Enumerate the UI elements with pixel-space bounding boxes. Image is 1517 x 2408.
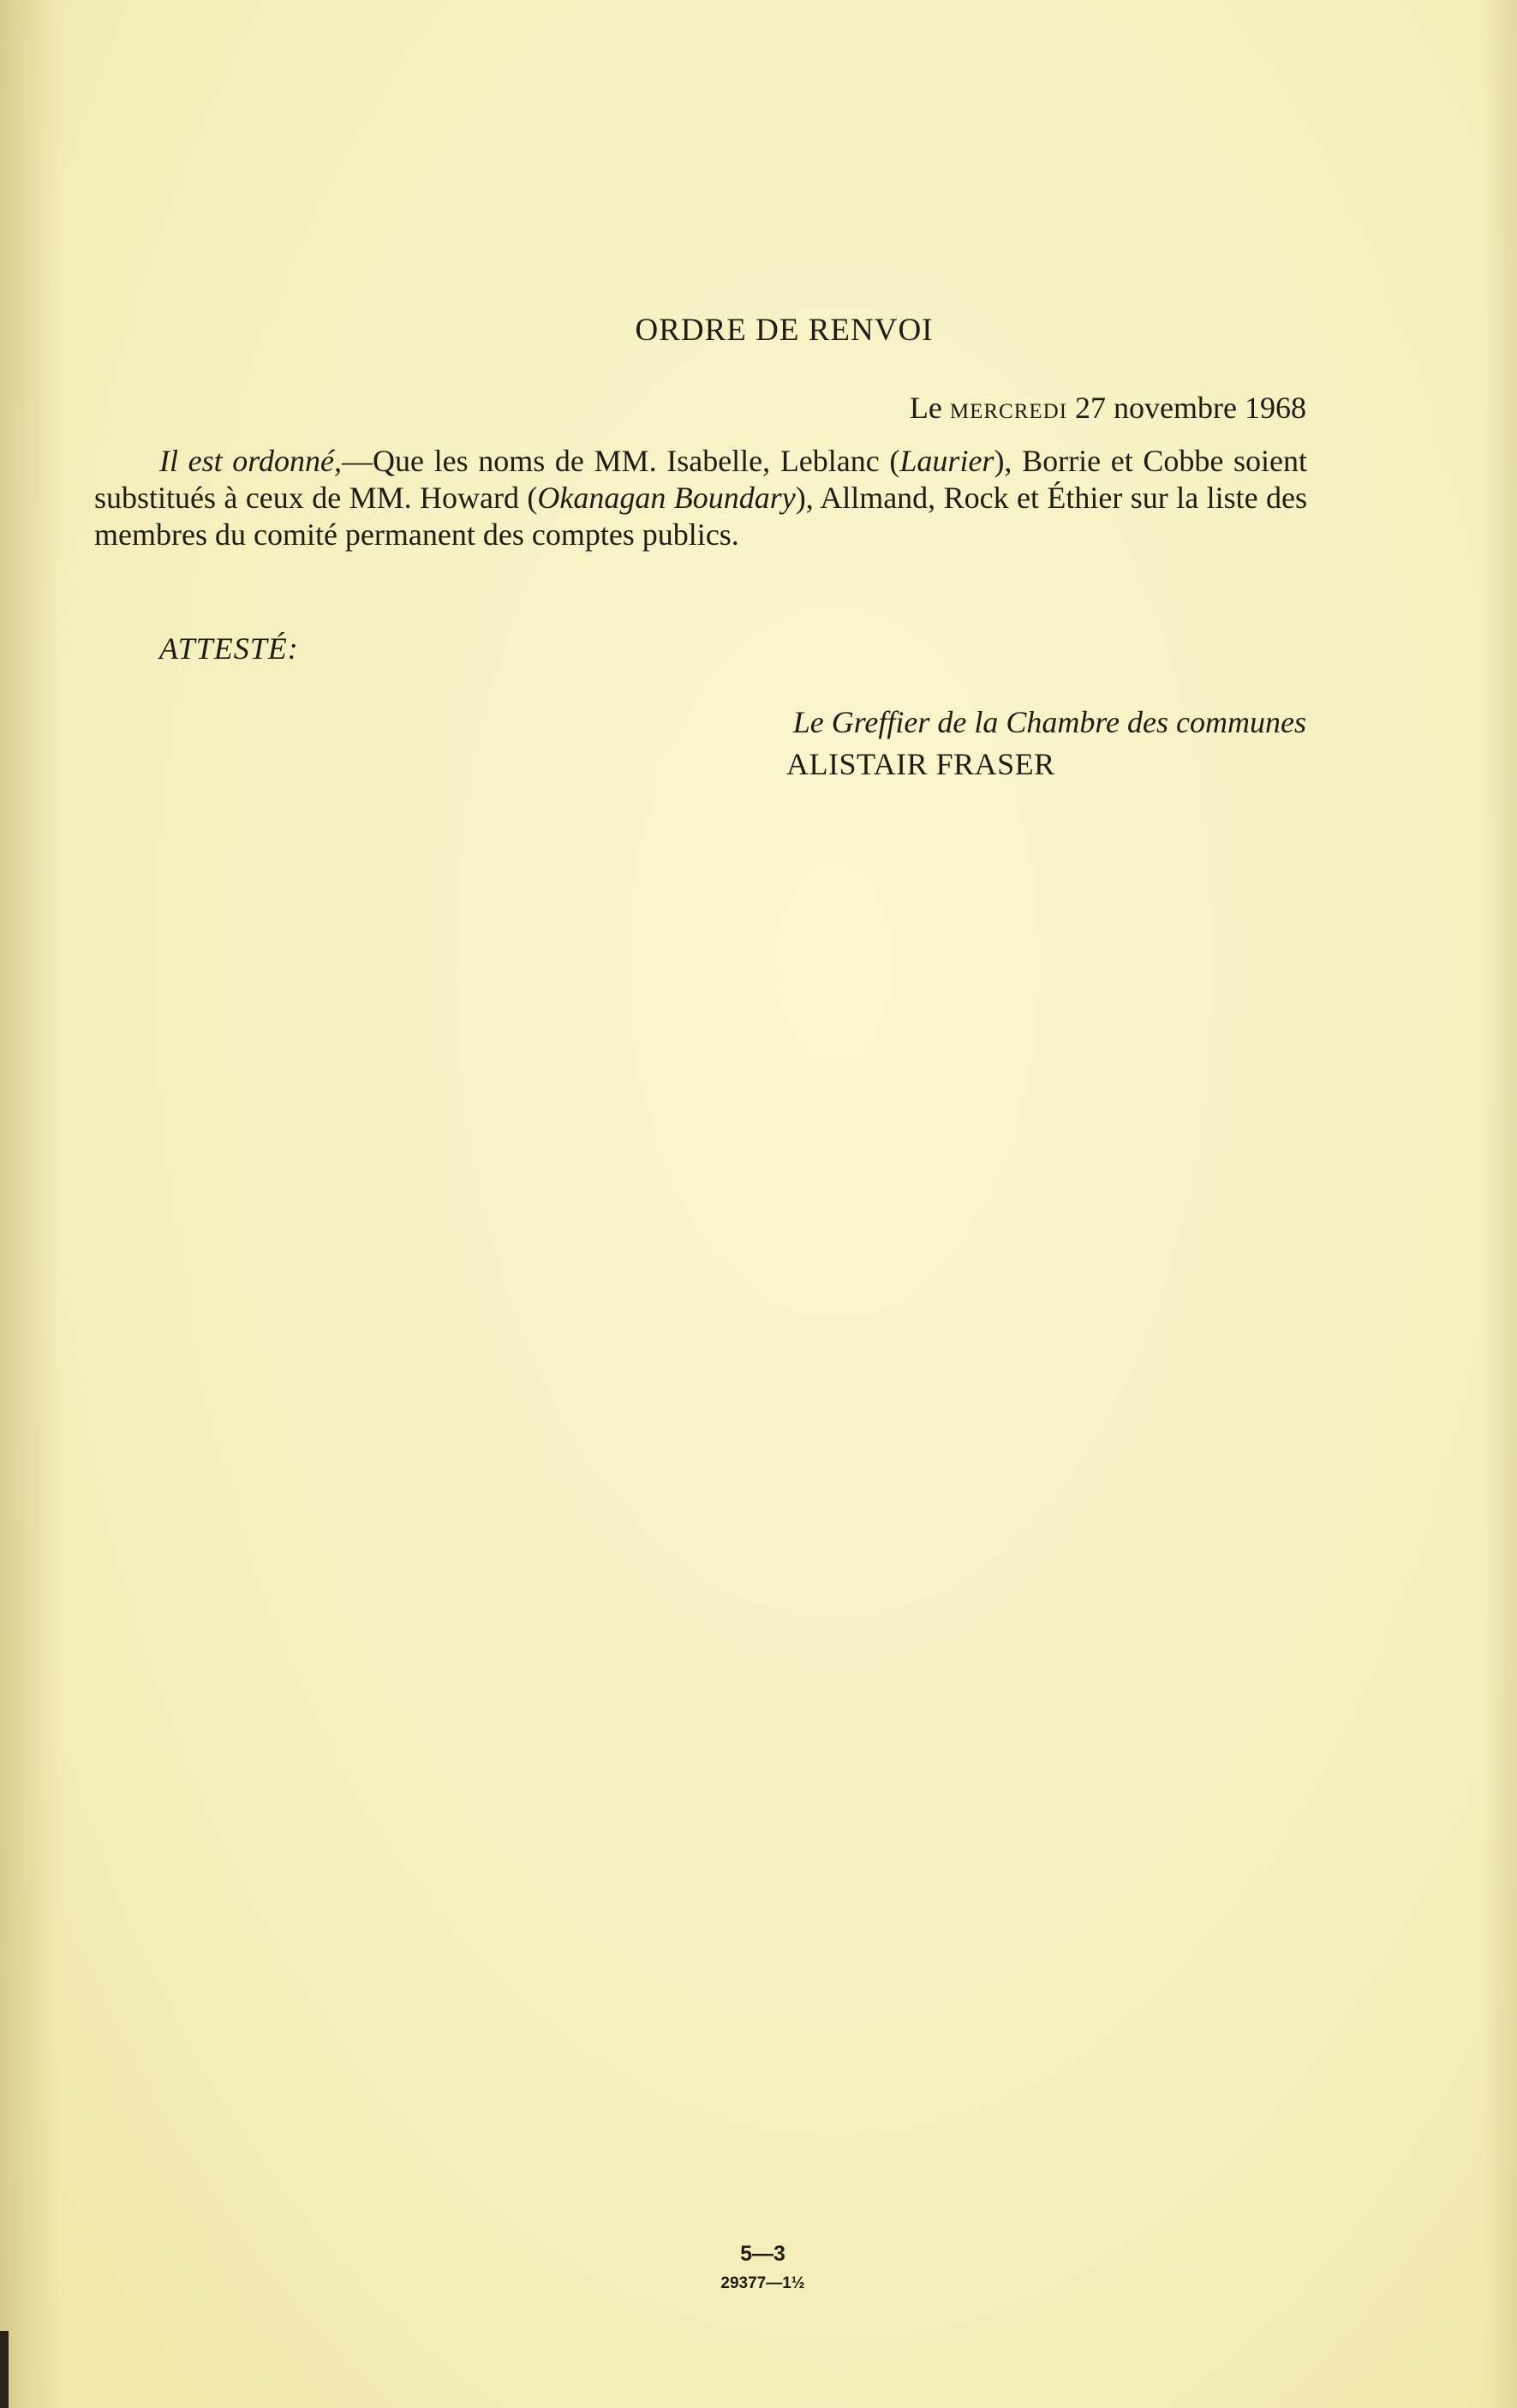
order-italic-laurier: Laurier: [899, 444, 994, 478]
order-paragraph: [94, 443, 1307, 553]
order-text-1: —Que les noms de MM. Isabelle, Leblanc (: [341, 444, 900, 478]
order-lead: Il est ordonné,: [159, 444, 342, 478]
order-text-2: ), Borrie et Cobbe soient substitués à ceux de MM. Howard (: [94, 444, 1307, 515]
date-line: [910, 390, 1306, 426]
order-text-3: ), Allmand, Rock et Éthier sur la liste des membres du comité permanent des comptes publics.: [94, 481, 1307, 552]
order-italic-okanagan: Okanagan Boundary: [537, 481, 796, 515]
page-folio: 5—3: [740, 2242, 785, 2266]
page-edge-shadow-right: [1483, 0, 1517, 2408]
date-rest: 27 novembre 1968: [1075, 391, 1306, 425]
date-prefix: Le: [909, 391, 942, 425]
clerk-title: Le Greffier de la Chambre des communes: [792, 705, 1306, 739]
binding-mark: [0, 2331, 9, 2408]
page-edge-shadow: [0, 0, 60, 2408]
print-code: 29377—1½: [720, 2274, 805, 2292]
attest-label: ATTESTÉ:: [159, 631, 299, 666]
document-title: ORDRE DE RENVOI: [635, 313, 934, 348]
clerk-name: ALISTAIR FRASER: [786, 747, 1055, 781]
date-weekday: mercredi: [949, 391, 1068, 425]
